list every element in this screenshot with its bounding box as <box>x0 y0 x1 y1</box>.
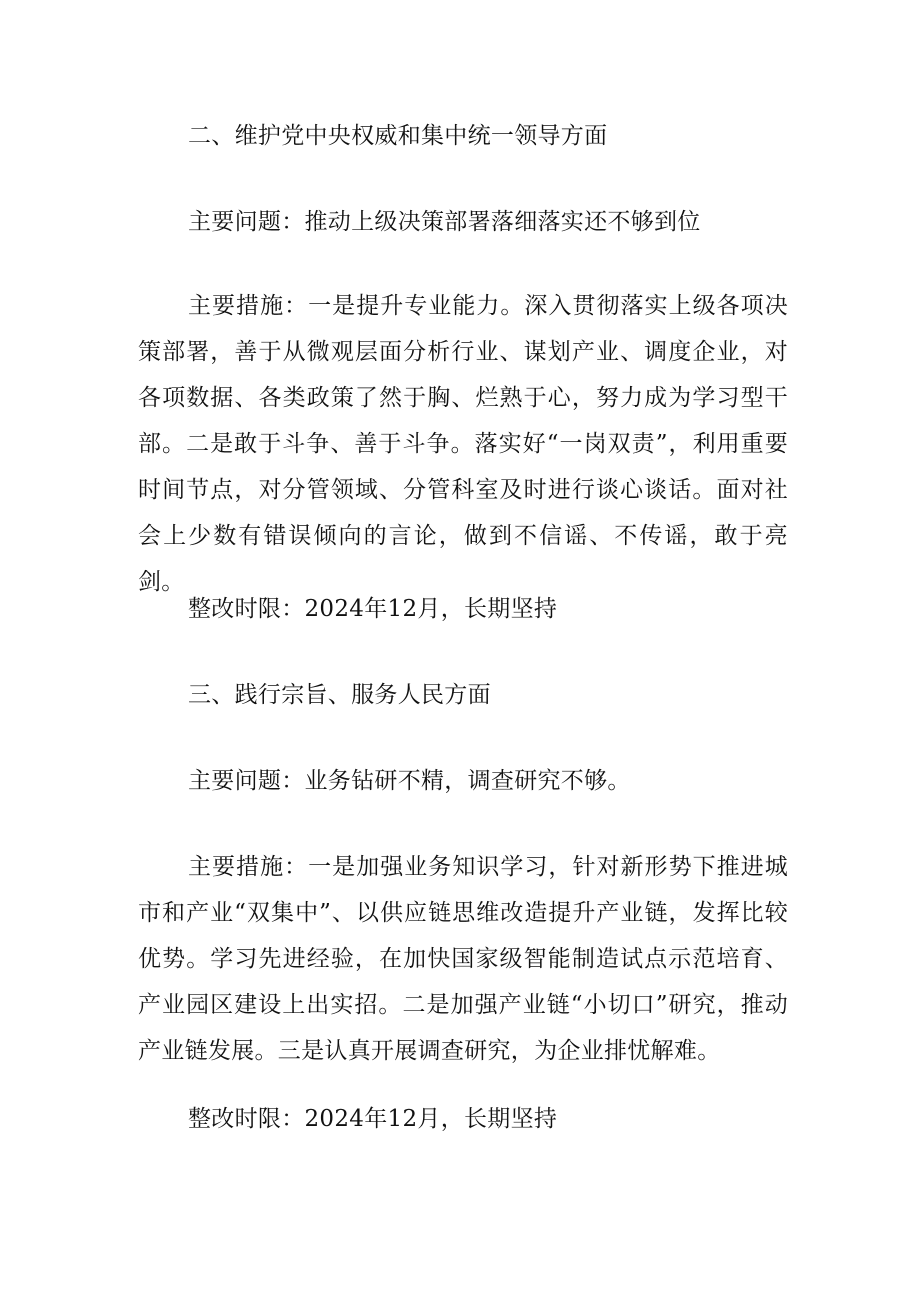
deadline-paragraph: 整改时限：2024年12月，长期坚持 <box>188 1106 558 1132</box>
main-problem-paragraph: 主要问题：业务钻研不精，调查研究不够。 <box>188 768 631 794</box>
main-measures-paragraph: 主要措施：一是提升专业能力。深入贯彻落实上级各项决策部署，善于从微观层面分析行业、谋划产业、调度企业，对各项数据、各类政策了然于胸、烂熟于心，努力成为学习型干部。二是敢于斗争、善于斗争。落实好“一岗双责”，利用重要时间节点，对分管领域、分管科室及时进行谈心谈话。面对社会上少数有错误倾向的言论，做到不信谣、不传谣，敢于亮剑。 <box>138 293 788 595</box>
main-problem-paragraph: 主要问题：推动上级决策部署落细落实还不够到位 <box>188 209 701 235</box>
section-heading-3: 三、践行宗旨、服务人民方面 <box>188 682 491 708</box>
deadline-paragraph: 整改时限：2024年12月，长期坚持 <box>188 596 558 622</box>
section-heading-2: 二、维护党中央权威和集中统一领导方面 <box>188 123 608 149</box>
main-measures-paragraph: 主要措施：一是加强业务知识学习，针对新形势下推进城市和产业“双集中”、以供应链思维改造提升产业链，发挥比较优势。学习先进经验，在加快国家级智能制造试点示范培育、产业园区建设上出实招。二是加强产业链“小切口”研究，推动产业链发展。三是认真开展调查研究，为企业排忧解难。 <box>138 854 788 1064</box>
